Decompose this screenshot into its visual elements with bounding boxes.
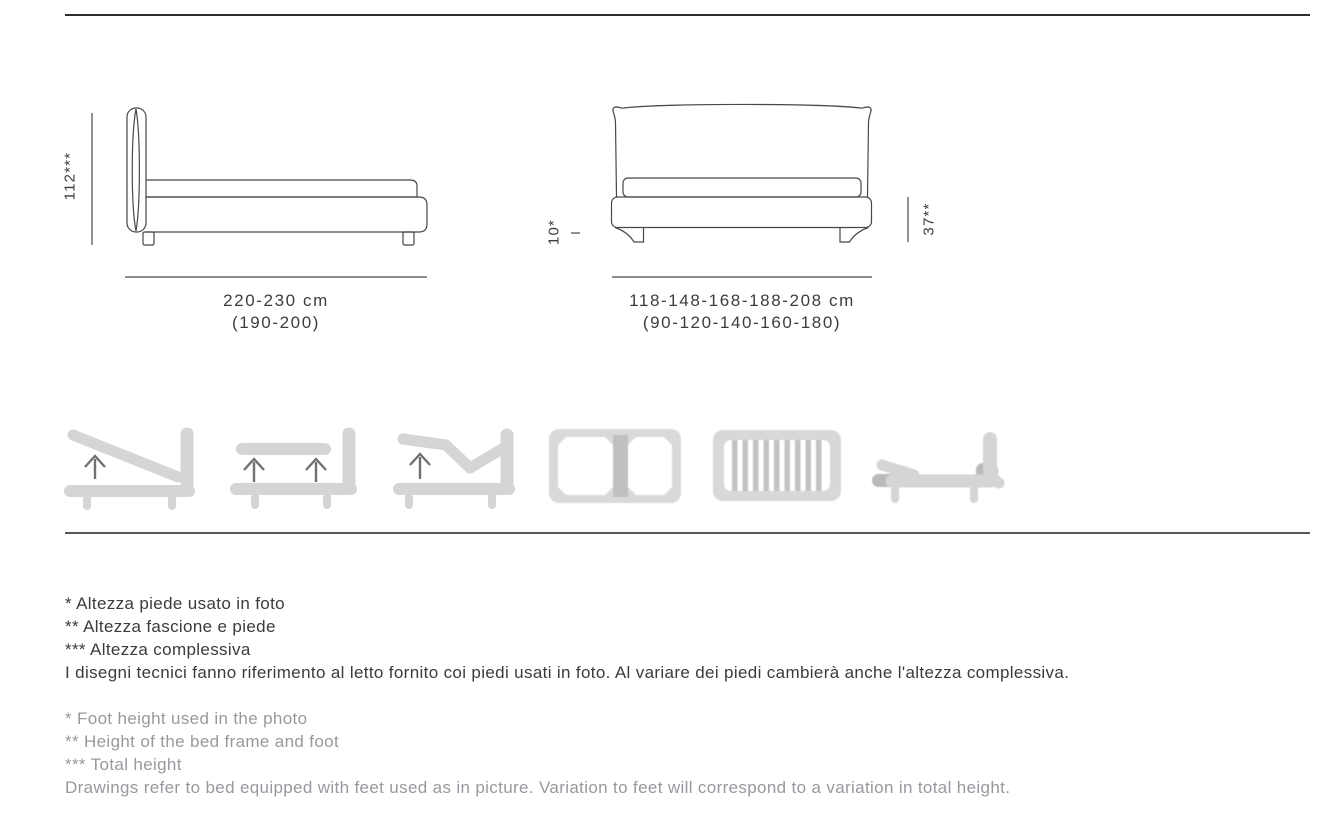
up-arrow-icon (410, 454, 430, 479)
side-view-width-alt: (190-200) (231, 313, 321, 332)
slatted-base-top-icon (713, 430, 841, 501)
footnote-it-disclaimer: I disegni tecnici fanno riferimento al letto fornito coi piedi usati in foto. Al variare dei piedi cambierà anche l'altezza complessiva. (65, 663, 1070, 682)
footnote-it-frame-foot: ** Altezza fascione e piede (65, 617, 276, 636)
headboard-seam-left (132, 109, 136, 231)
bed-side-view-drawing (60, 100, 440, 295)
top-divider (65, 14, 1310, 16)
up-arrow-icon (244, 459, 326, 482)
right-foot (840, 228, 869, 243)
front-view-width-alt: (90-120-140-160-180) (642, 313, 842, 332)
footnotes-english (65, 707, 1010, 799)
adjustable-base-bed-icon (392, 426, 527, 511)
front-view-width-cm: 118-148-168-188-208 cm (629, 291, 855, 310)
mattress-outline (146, 180, 417, 197)
frame-outline (612, 197, 872, 228)
bottom-divider (65, 532, 1310, 534)
double-lift-base-icon (228, 426, 363, 511)
footnote-en-foot-height: * Foot height used in the photo (65, 709, 308, 728)
right-foot (403, 232, 414, 245)
footnote-en-frame-foot: ** Height of the bed frame and foot (65, 732, 340, 751)
footnote-en-total-height: *** Total height (65, 755, 182, 774)
headboard-outline (127, 108, 146, 232)
side-view-width-cm: 220-230 cm (223, 291, 329, 310)
footnotes-italian (65, 592, 1069, 684)
up-arrow-icon (85, 456, 105, 479)
fixed-base-bed-icon (870, 427, 1005, 507)
front-view-frame-label: 37** (920, 202, 938, 236)
slats (732, 440, 822, 491)
left-foot (143, 232, 154, 245)
headboard-seam-right (136, 109, 139, 231)
front-view-foot-label: 10* (545, 218, 563, 246)
front-view-width-labels (612, 290, 872, 334)
split-double-base-top-icon (549, 429, 681, 503)
storage-lift-bed-icon (62, 426, 197, 511)
left-foot (615, 228, 644, 243)
footnote-it-foot-height: * Altezza piede usato in foto (65, 594, 285, 613)
mattress-outline (623, 178, 861, 197)
frame-outline (146, 197, 427, 232)
footnote-it-total-height: *** Altezza complessiva (65, 640, 251, 659)
side-view-height-label: 112*** (61, 151, 79, 201)
side-view-width-labels (125, 290, 427, 334)
bed-front-view-drawing (540, 95, 940, 290)
footnote-en-disclaimer: Drawings refer to bed equipped with feet used as in picture. Variation to feet will correspond to a variation in total height. (65, 778, 1011, 797)
headboard-outline (613, 104, 871, 197)
